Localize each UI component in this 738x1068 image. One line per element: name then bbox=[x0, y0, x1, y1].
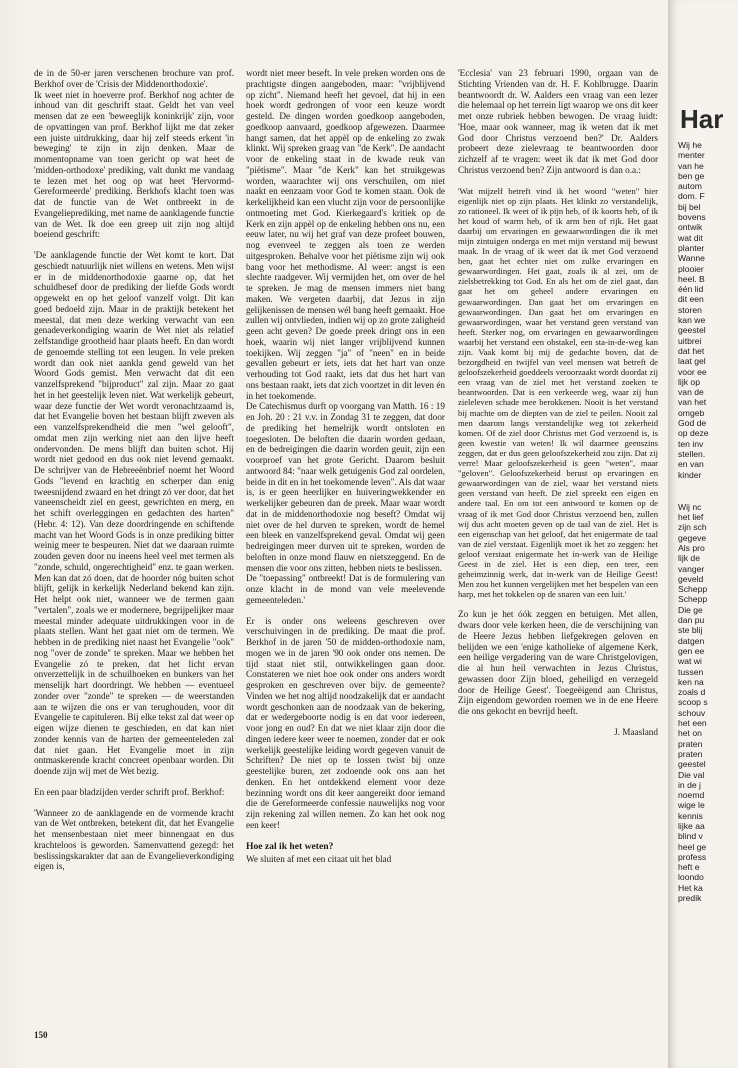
adjacent-line: ontwik bbox=[678, 222, 703, 233]
adjacent-line: gegeve bbox=[678, 532, 707, 543]
adjacent-line: tussen bbox=[678, 666, 704, 677]
adjacent-line: Wij nc bbox=[678, 501, 702, 512]
paragraph: 'Ecclesia' van 23 februari 1990, orgaan van de Stichting Vrienden van dr. H. F. Kohlbrugge. Daarin beantwoordt dr. W. Aalders een vraag van een lezer die helemaal op het terrein ligt waarop we ons dit keer met onze rubriek hebben bewogen. De vraag luidt: 'Hoe, maar ook wanneer, mag ik weten dat ik met God door Christus verzoend ben?' Dr. Aalders probeert deze zielevraag te beantwoorden door zichzelf af te vragen: weet ik dat ik met God door Christus verzoend ben? Zijn antwoord is dan o.a.: bbox=[458, 68, 658, 175]
adjacent-line: wige le bbox=[678, 800, 705, 811]
adjacent-line: bij bel bbox=[678, 201, 701, 212]
adjacent-page-title: Har bbox=[680, 104, 724, 134]
section-heading: Hoe zal ik het weten? bbox=[246, 840, 334, 852]
adjacent-line: kinder bbox=[678, 469, 702, 480]
adjacent-line: geveld bbox=[678, 573, 704, 584]
paragraph: de in de 50-er jaren verschenen brochure van prof. Berkhof over de 'Crisis der Middenorthodoxie'. bbox=[34, 68, 234, 89]
adjacent-line: storen bbox=[678, 304, 702, 315]
adjacent-line: schouv bbox=[678, 707, 706, 718]
adjacent-line: profess bbox=[678, 851, 707, 862]
adjacent-line: plooier bbox=[678, 263, 704, 274]
adjacent-line: blind v bbox=[678, 831, 703, 842]
adjacent-line: praten bbox=[678, 748, 703, 759]
adjacent-line: geestel bbox=[678, 759, 706, 770]
adjacent-line: dan pu bbox=[678, 615, 705, 626]
adjacent-line: lijk de bbox=[678, 553, 700, 564]
adjacent-line: dom. F bbox=[678, 191, 705, 202]
adjacent-line: lijke aa bbox=[678, 821, 705, 831]
adjacent-line: Die val bbox=[678, 769, 705, 780]
adjacent-line: Het ka bbox=[678, 882, 703, 893]
adjacent-lines-bottom bbox=[678, 502, 738, 904]
quote-paragraph: 'Wat mijzelf betreft vind ik het woord "weten" hier eigenlijk niet op zijn plaats. Het klinkt zo verstandelijk, zo rationeel. Ik weet of ik pijn heb, of ik koorts heb, of ik het koud of warm heb, of ik arm ben of rijk. Het gaat daarbij om ervaringen en gewaarwordingen die ik met mijn zintuigen onderga en met mijn verstand mij bewust maak. In de vraag of ik weet dat ik met God verzoend ben, gaat het echter niet om zulke ervaringen en gewaarwordingen. Het gaat, zoals ik al zei, om de zielsbetrekking tot God. En als het om de ziel gaat, dan gaat het om geheel andere ervaringen en gewaarwordingen. Dan gaat het om ervaringen en gewaarwordingen. Dan gaat het om ervaringen en gewaarwordingen, waar het verstand geen verstand van heeft. Sterker nog, om ervaringen en gewaarwordingen waarbij het verstand een obstakel, een sta-in-de-weg kan zijn. Vaak komt bij mij de gedachte boven, dat de bezorgdheid en twijfel van veel mensen wat betreft de geloofszekerheid goeddeels veroorzaakt wordt doordat zij een vraag van de ziel met het verstand zoeken te beantwoorden. Dat is een verkeerde weg, waar zij hun zieleleven schade mee berokkenen. Nooit is het verstand bij machte om de diepten van de ziel te peilen. Nooit zal men daarom langs verstandelijke weg tot zekerheid komen. Of de ziel door Christus met God verzoend is, is geen kwestie van weten! Ik wil daarmee geenszins zeggen, dat er dus geen geloofszekerheid zou zijn. Dat zij verre! Maar geloofszekerheid is geen "weten", maar "geloven". Geloofszekerheid berust op ervaringen en gewaarwordingen van de ziel, waar het verstand niets geen verstand van heeft. De ziel spreekt een eigen en andere taal. En om tot een antwoord te komen op de vraag of ik met God door Christus verzoend ben, zullen wij dus acht moeten geven op de taal van de ziel. Het is een eigenschap van het geloof, dat het enigermate de taal van de ziel verstaat. Eigenlijk moet ik het zo zeggen: het geloof verstaat enigermate het in-werk van de Heilige Geest in de ziel. Het is een diep, een teer, een geheimzinnig werk, dat in-werk van de Heilige Geest! Men zou het kunnen vergelijken met het bespelen van een harp, met het tokkelen op de snaren van een luit.' bbox=[458, 185, 658, 600]
adjacent-line: planter bbox=[678, 242, 705, 253]
adjacent-line: scoop s bbox=[678, 697, 708, 708]
adjacent-line: in de j bbox=[678, 779, 701, 790]
adjacent-line: Schepp bbox=[678, 584, 708, 595]
adjacent-line: geestel bbox=[678, 325, 706, 336]
adjacent-line: vanger bbox=[678, 563, 705, 574]
adjacent-line: van het bbox=[678, 397, 707, 408]
text-column-3 bbox=[458, 68, 658, 1028]
adjacent-line: heel ge bbox=[678, 841, 707, 852]
paragraph: 'De aanklagende functie der Wet komt te kort. Dat geschiedt natuurlijk niet willens en wetens. Men wijst er in de middenorthodoxie gaarne op, dat het schuldbesef door de prediking der liefde Gods wordt opgewekt en op het geloof vanzelf volgt. Dit kan goed bedoeld zijn. Maar in de praktijk betekent het meestal, dat men deze werking verwacht van een genadeverkondiging waarin de Wet niet als relatief zelfstandige grootheid haar plaats heeft. En dan wordt de genoemde stelling tot een leugen. In vele preken wordt dan ook niet aankla gend geweld van het Woord Gods gemist. Men verwacht dat dit een vanzelfsprekend "bijproduct" zal zijn. Maar zo gaat het in het geestelijk leven niet. Wat werkelijk gebeurt, waar deze functie der Wet wordt veronachtzaamd is, dat het Evangelie boven het bestaan blijft zweven als een vanzelfsprekendheid die men "wel gelooft", omdat men zijn werking niet aan den lijve heeft ondervonden. De mens blijft dan buiten schot. Hij wordt niet gedood en dus ook niet levend gemaakt. De schrijver van de Hebreeënbrief noemt het Woord Gods "levend en krachtig en scherper dan enig tweesnijdend zwaard en het dringt zó ver door, dat het vaneenscheidt ziel en geest, gewrichten en merg, en het schift overleggingen en gedachten des harten" (Hebr. 4: 12). Van deze doordringende en schiftende macht van het Woord Gods is in onze prediking bitter weinig meer te bespeuren. Niet dat we daaraan ruimte zouden geven door nu ineens heel veel met termen als "zonde, schuld, ongerechtigheid" enz. te gaan werken. Men kan dat zó doen, dat de hoorder nóg buiten schot blijft, gelijk in kerkelijk Nederland bekend kan zijn. Het helpt ook niet, wanneer we de termen gaan "vertalen", zoals we er modernere, begrijpelijker maar meestal minder adequate uitdrukkingen voor in de plaats stellen. Want het gaat niet om de termen. We hebben in de prediking niet naast het Evangelie "ook" nog "over de zonde" te spreken. Maar we hebben het Evangelie zó te preken, dat het licht ervan onverzettelijk in de schuilhoeken en bunkers van het menselijk hart doordringt. We hebben — eventueel zonder over "zonde" te spreken — de weerstanden aan te wijzen die ons er van terughouden, voor dit Evangelie te capituleren. Bij elke tekst zal dat weer op eigen wijze dienen te geschieden, en dat kan niet zonder kennis van de harten der gemeenteleden zal dat niet gaan. Het Evangelie moet in zijn ontmaskerende kracht concreet openbaar worden. Dit doende zijn wij met de Wet bezig. bbox=[34, 250, 234, 776]
paragraph: De Catechismus durft op voorgang van Matth. 16 : 19 en Joh. 20 : 21 v.v. in Zondag 31 te zeggen, dat door de prediking het hemelrijk wordt ontsloten en toegesloten. De beloften die daarin worden gedaan, en de bedreigingen die daarin worden geuit, zijn een voorproef van het grote Gericht. Daarom besluit antwoord 84: "naar welk getuigenis God zal oordelen, beide in dit en in het toekomende leven". Als dat waar is, is er geen heerlijker en huiveringwekkender en werkelijker gebeuren dan de preek. Maar waar wordt dat in de middenorthodoxie nog beseft? Omdat wij niet over de hel durven te spreken, wordt de hemel een bleek en vanzelfsprekend geval. Omdat wij geen bedreigingen meer durven uit te spreken, worden de beloften in onze mond flauw en nietszeggend. En de mensen die voor ons zitten, hebben niets te beslissen. bbox=[246, 401, 445, 573]
adjacent-line: Die ge bbox=[678, 604, 703, 615]
adjacent-line: menter bbox=[678, 150, 705, 161]
paragraph: wordt niet meer beseft. In vele preken worden ons de prachtigste dingen aangeboden, maar: "vrijblijvend op zicht". Niemand heeft het gevoel, dat hij in een hoek wordt gedrongen of voor een keuze wordt gesteld. De dingen worden goedkoop aangeboden, goedkoop aanvaard, goedkoop afgewezen. Daarmee hangt samen, dat het appèl op de enkeling zo zwak klinkt. Wij spreken graag van "de Kerk". De aandacht voor de enkeling staat in de kwade reuk van "piëtisme". Maar "de Kerk" kan het struikgewas worden, waarachter wij ons verschuilen, om niet naakt en eenzaam voor God te komen staan. Ook de kerkelijkheid kan een vlucht zijn voor de persoonlijke ontmoeting met God. Kierkegaard's kritiek op de Kerk en zijn appèl op de enkeling hebben ons nu, een eeuw later, nu wij het graf van deze profeet bouwen, nog evenveel te zeggen als toen ze werden uitgesproken. Behalve voor het piëtisme zijn wij ook bang voor het methodisme. Al weer: angst is een slechte raadgever. Wij vermijden het, om over de hel te spreken. Je mag de mensen immers niet bang maken. We vergeten daarbij, dat Jezus in zijn gelijkenissen de mensen wél bang heeft gemaakt. Hoe zullen wij ontvlieden, indien wij op zo grote zaligheid geen acht geven? De goede preek dringt ons in een hoek, waarin wij niet langer vrijblijvend kunnen toekijken. Wij zeggen "ja" of "neen" en in beide gevallen gebeurt er iets, iets dat het hart van onze verhouding tot God raakt, iets dat dus het hart van ons bestaan raakt, iets dat zich voortzet in dit leven én in het toekomende. bbox=[246, 68, 445, 401]
adjacent-line: kennis bbox=[678, 810, 703, 821]
adjacent-line: het on bbox=[678, 728, 702, 739]
adjacent-line: stellen. bbox=[678, 448, 706, 459]
adjacent-line: het een bbox=[678, 718, 707, 729]
adjacent-line: Wij he bbox=[678, 140, 702, 150]
adjacent-line: omgeb bbox=[678, 407, 705, 418]
adjacent-line: ten inv bbox=[678, 438, 704, 449]
adjacent-line: autom bbox=[678, 181, 702, 192]
adjacent-line: lijk op bbox=[678, 376, 700, 387]
paragraph: Er is onder ons weleens geschreven over verschuivingen in de prediking. De maat die prof. Berkhof in de jaren '50 de midden-orthodoxie nam, mogen we in de jaren '90 ook onder ons nemen. De tijd staat niet stil, ontwikkelingen gaan door. Constateren we niet hoe ook onder ons anders wordt gesproken en geschreven over bijv. de gemeente? Vinden we het nog altijd noodzakelijk dat er aandacht wordt geschonken aan de noodzaak van de bekering, dat er wedergeboorte nodig is en dat voor iedereen, voor jong en oud? En dat we niet klaar zijn door die dingen iedere keer weer te noemen, zonder dat er ook werkelijk geestelijke leiding wordt gegeven vanuit de Schriften? De niet op te lossen twist bij onze geestelijke buren, zet zodoende ook ons aan het denken. En het ontdekkend element voor deze bezinning wordt ons dit keer aangereikt door iemand die de Gereformeerde confessie nauwelijks nog voor zijn rekening zal willen nemen. Zo kan het ook nog een keer! bbox=[246, 615, 445, 830]
adjacent-line: uitbrei bbox=[678, 335, 702, 346]
adjacent-line: ste blij bbox=[678, 625, 703, 636]
adjacent-line: praten bbox=[678, 738, 703, 749]
adjacent-line: Als pro bbox=[678, 542, 705, 553]
adjacent-line: en van bbox=[678, 459, 704, 470]
adjacent-line: dit een bbox=[678, 294, 704, 305]
adjacent-line: datgen bbox=[678, 635, 705, 646]
paragraph: Ik weet niet in hoeverre prof. Berkhof nog achter de inhoud van dit geschrift staat. Geldt het van veel mensen dat ze een 'beweeglijk koninkrijk' zijn, voor de opvattingen van prof. Berkhof lijkt me dat zeker een juiste uitdrukking, daar hij zelf steeds erkent 'in beweging' te zijn in zijn denken. Maar de momentopname van toen gericht op wat heet de 'midden-orthodoxe' prediking, valt dunkt me vandaag te lezen met het oog op wat heet 'Hervormd-Gereformeerde' prediking. Berkhofs klacht toen was dat de functie van de Wet ontbreekt in de Evangelieprediking, met name de aanklagende functie van de Wet. Ik doe een greep uit zijn nog altijd boeiend geschrift: bbox=[34, 89, 234, 240]
text-column-2 bbox=[246, 68, 445, 1028]
adjacent-line: wat wi bbox=[678, 656, 702, 667]
adjacent-line: kan we bbox=[678, 315, 706, 326]
adjacent-line: voor ee bbox=[678, 366, 707, 377]
page-number: 150 bbox=[34, 1030, 48, 1040]
adjacent-line: wat dit bbox=[678, 232, 703, 243]
adjacent-line: zijn sch bbox=[678, 522, 707, 533]
adjacent-line: Wanne bbox=[678, 253, 705, 264]
paragraph: We sluiten af met een citaat uit het blad bbox=[246, 853, 392, 864]
adjacent-line: loondo bbox=[678, 872, 704, 883]
scan-edge bbox=[0, 0, 28, 1068]
adjacent-page-fragment bbox=[668, 0, 738, 1068]
adjacent-line: laat gel bbox=[678, 356, 706, 367]
adjacent-lines-top bbox=[678, 140, 738, 480]
adjacent-line: God de bbox=[678, 418, 707, 429]
adjacent-line: zoals d bbox=[678, 687, 706, 698]
adjacent-line: predik bbox=[678, 893, 702, 904]
adjacent-line: noemd bbox=[678, 790, 705, 801]
adjacent-line: dat het bbox=[678, 345, 705, 356]
author-signature: J. Maasland bbox=[614, 726, 658, 737]
adjacent-line: van de bbox=[678, 387, 704, 398]
adjacent-page-text bbox=[678, 140, 738, 903]
adjacent-line: ken na bbox=[678, 676, 704, 687]
adjacent-line: het lief bbox=[678, 512, 704, 523]
adjacent-line: van he bbox=[678, 160, 704, 171]
text-column-1 bbox=[34, 68, 234, 1028]
paragraph: 'Wanneer zo de aanklagende en de vormende kracht van de Wet ontbreken, betekent dit, dat het Evangelie het mensenbestaan niet meer binnengaat en dus krachteloos is geworden. Samenvattend gezegd: het beslissingskarakter dat aan de Evangelieverkondiging eigen is, bbox=[34, 807, 234, 872]
adjacent-line: ben ge bbox=[678, 170, 705, 181]
adjacent-line: heel. B bbox=[678, 273, 705, 284]
paragraph: En een paar bladzijden verder schrift prof. Berkhof: bbox=[34, 786, 225, 797]
paragraph: Zo kun je het óók zeggen en betuigen. Met allen, dwars door vele kerken heen, die de verschijning van de Heere Jezus hebben liefgekregen geloven en belijden we een 'enige katholieke of algemene Kerk, een heilige vergadering van de ware Christgelovigen, die al hun heil verwachten in Jezus Christus, gewassen door Zijn bloed, geheiligd en verzegeld door de Heilige Geest'. Toegeëigend aan Christus, Zijn eigendom geworden roemen we in de ene Heere die ons gekocht en bevrijd heeft. bbox=[458, 609, 658, 717]
adjacent-line: één lid bbox=[678, 284, 704, 295]
adjacent-line: heft e bbox=[678, 862, 700, 873]
adjacent-line: op deze bbox=[678, 428, 709, 439]
adjacent-line: bovens bbox=[678, 212, 706, 223]
paragraph: De "toepassing" ontbreekt! Dat is de formulering van onze klacht in de mond van vele meelevende gemeenteleden.' bbox=[246, 573, 445, 605]
adjacent-line: gen ee bbox=[678, 645, 705, 656]
adjacent-line: Schepp bbox=[678, 594, 708, 605]
